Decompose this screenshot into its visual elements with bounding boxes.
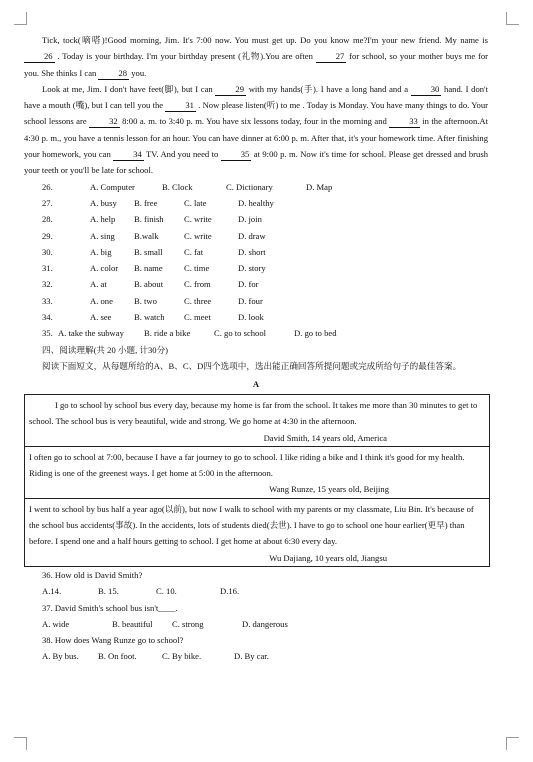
question-text: 38. How does Wang Runze go to school? xyxy=(42,635,184,646)
question-38 xyxy=(24,632,488,665)
option-d[interactable]: D. four xyxy=(238,295,263,306)
option-c[interactable]: C. Dictionary xyxy=(226,181,273,192)
option-a[interactable]: A. wide xyxy=(42,618,70,629)
option-b[interactable]: B. name xyxy=(134,263,163,274)
option-row-32 xyxy=(42,276,488,292)
answer-options xyxy=(42,616,488,632)
option-a[interactable]: A. color xyxy=(90,263,119,274)
option-c[interactable]: C. three xyxy=(184,295,212,306)
passage-text: you. xyxy=(129,67,147,78)
page-corner-mark xyxy=(14,12,27,25)
blank-30: 30 xyxy=(411,84,442,96)
option-b[interactable]: B. On foot. xyxy=(98,651,137,662)
blank-35: 35 xyxy=(221,149,252,161)
blank-33: 33 xyxy=(389,116,420,128)
passage-text: 8:00 a. m. to 3:40 p. m. You have six lessons today, four in the morning and xyxy=(119,116,390,127)
section-instruction: 阅读下面短文，从每题所给的A、B、C、D四个选项中，选出能正确回答所提问题或完成所给句子的最佳答案。 xyxy=(42,360,462,371)
option-c[interactable]: C. write xyxy=(184,214,212,225)
passage-label: A xyxy=(252,378,260,389)
cloze-passage xyxy=(24,32,488,179)
option-row-28 xyxy=(42,211,488,227)
passage-text: Look at me, Jim. I don't have feet(脚), but I can xyxy=(42,83,216,94)
question-number: 28. xyxy=(42,214,53,225)
answer-options xyxy=(42,583,488,599)
passage-text: . Today is your birthday. I'm your birthday present (礼物).You are often xyxy=(54,51,316,62)
option-a[interactable]: A. Computer xyxy=(90,181,135,192)
author-signature: Wang Runze, 15 years old, Beijing xyxy=(269,484,389,495)
reading-box-2 xyxy=(25,447,489,499)
option-a[interactable]: A. busy xyxy=(90,197,117,208)
option-c[interactable]: C. go to school xyxy=(214,328,267,339)
option-a[interactable]: A. help xyxy=(90,214,116,225)
option-d[interactable]: D. go to bed xyxy=(294,328,337,339)
question-number: 35. xyxy=(42,328,53,339)
option-b[interactable]: B. free xyxy=(134,197,158,208)
passage-text: hand. I don't have a mouth (嘴), but I can tell you the xyxy=(24,83,488,111)
option-d[interactable]: D. for xyxy=(238,279,259,290)
question-text: 36. How old is David Smith? xyxy=(42,569,143,580)
question-number: 32. xyxy=(42,279,53,290)
question-number: 29. xyxy=(42,230,53,241)
option-c[interactable]: C. from xyxy=(184,279,211,290)
section-heading: 四、阅读理解(共 20 小题, 计30分) xyxy=(42,344,169,355)
blank-32: 32 xyxy=(89,116,120,128)
question-36 xyxy=(24,567,488,600)
option-d[interactable]: D. short xyxy=(238,246,266,257)
reading-box-3 xyxy=(25,499,489,566)
option-c[interactable]: C. write xyxy=(184,230,212,241)
option-d[interactable]: D. healthy xyxy=(238,197,274,208)
question-37 xyxy=(24,600,488,633)
option-d[interactable]: D. By car. xyxy=(234,651,269,662)
option-a[interactable]: A. take the subway xyxy=(58,328,124,339)
option-a[interactable]: A. see xyxy=(90,312,112,323)
option-a[interactable]: A. By bus. xyxy=(42,651,79,662)
option-row-31 xyxy=(42,260,488,276)
page-corner-mark xyxy=(506,737,519,750)
author-signature: Wu Dajiang, 10 years old, Jiangsu xyxy=(269,552,387,563)
option-d[interactable]: D. join xyxy=(238,214,262,225)
option-b[interactable]: B.walk xyxy=(134,230,159,241)
exam-page xyxy=(24,32,488,665)
answer-options xyxy=(42,648,488,664)
option-d[interactable]: D.16. xyxy=(220,586,240,597)
blank-34: 34 xyxy=(113,149,144,161)
reading-box-1 xyxy=(25,395,489,447)
options-list xyxy=(24,179,488,342)
option-row-26 xyxy=(42,179,488,195)
option-d[interactable]: D. Map xyxy=(306,181,333,192)
question-number: 34. xyxy=(42,312,53,323)
passage-text: for school, so your mother buys me for you. She thinks I can xyxy=(24,51,488,78)
question-number: 27. xyxy=(42,197,53,208)
option-a[interactable]: A. at xyxy=(90,279,107,290)
passage-text: Tick, tock(嘀嗒)!Good morning, Jim. It's 7:00 now. You must get up. Do you know me?I'm your new friend. My name is xyxy=(42,35,488,45)
reading-text: I often go to school at 7:00, because I have a far journey to go to school. I like riding a bike and I think it's good for my health. Riding is one of the greenest ways. I get home at 5:00 in the afternoon. xyxy=(29,451,465,479)
option-a[interactable]: A.14. xyxy=(42,586,62,597)
blank-29: 29 xyxy=(215,84,246,96)
question-number: 30. xyxy=(42,246,53,257)
option-row-34 xyxy=(42,309,488,325)
question-number: 33. xyxy=(42,295,53,306)
option-b[interactable]: B. beautiful xyxy=(112,618,153,629)
option-row-35 xyxy=(42,325,488,341)
passage-text: with my hands(手). I have a long hand and a xyxy=(246,83,411,94)
page-corner-mark xyxy=(506,12,519,25)
question-number: 31. xyxy=(42,263,53,274)
option-row-27 xyxy=(42,195,488,211)
option-b[interactable]: B. Clock xyxy=(162,181,193,192)
option-b[interactable]: B. about xyxy=(134,279,164,290)
reading-text: I go to school by school bus every day, because my home is far from the school. It takes me more than 30 minutes to get to school. The school bus is very beautiful, wide and strong. We go home at 4:30 in the afternoon. xyxy=(29,399,478,427)
page-corner-mark xyxy=(14,737,27,750)
blank-27: 27 xyxy=(316,51,347,63)
option-b[interactable]: B. two xyxy=(134,295,157,306)
option-d[interactable]: D. draw xyxy=(238,230,266,241)
blank-31: 31 xyxy=(165,100,196,112)
passage-text: . Now please listen(听) to me . Today is Monday. You have many things to do. Your school lessons are xyxy=(24,100,489,127)
option-c[interactable]: C. By bike. xyxy=(162,651,202,662)
option-b[interactable]: B. small xyxy=(134,246,163,257)
passage-text: TV. And you need to xyxy=(143,149,221,160)
option-b[interactable]: B. 15. xyxy=(98,586,119,597)
option-c[interactable]: C. fat xyxy=(184,246,204,257)
option-b[interactable]: B. ride a bike xyxy=(144,328,191,339)
passage-text: in the afternoon.At 4:30 p. m., you have a tennis lesson for an hour. You can have dinner at 6:00 p. m. After that, it's your homework time. After finishing your homework, you can xyxy=(24,116,489,160)
passage-paragraph-2 xyxy=(24,81,488,179)
option-c[interactable]: C. meet xyxy=(184,312,211,323)
option-row-29 xyxy=(42,228,488,244)
author-signature: David Smith, 14 years old, America xyxy=(263,432,387,443)
option-d[interactable]: D. dangerous xyxy=(242,618,288,629)
question-text: 37. David Smith's school bus isn't____. xyxy=(42,602,178,613)
option-b[interactable]: B. finish xyxy=(134,214,164,225)
blank-26: 26 xyxy=(24,51,55,63)
question-number: 26. xyxy=(42,181,53,192)
option-row-30 xyxy=(42,244,488,260)
option-c[interactable]: C. strong xyxy=(172,618,204,629)
option-d[interactable]: D. look xyxy=(238,312,264,323)
option-a[interactable]: A. sing xyxy=(90,230,115,241)
option-b[interactable]: B. watch xyxy=(134,312,165,323)
option-c[interactable]: C. 10. xyxy=(156,586,177,597)
option-a[interactable]: A. big xyxy=(90,246,112,257)
option-a[interactable]: A. one xyxy=(90,295,113,306)
option-row-33 xyxy=(42,293,488,309)
option-c[interactable]: C. time xyxy=(184,263,210,274)
blank-28: 28 xyxy=(98,68,129,80)
option-c[interactable]: C. late xyxy=(184,197,207,208)
reading-text: I went to school by bus half a year ago(以前), but now I walk to school with my parents or my classmate, Liu Bin. It's because of the school bus accidents(事故). In the accidents, lots of students died(去世). I have to go to school one hour earlier(更早) than before. I spend one and a half hours getting to school. I get home at about 6:30 every day. xyxy=(29,503,474,547)
passage-paragraph-1 xyxy=(24,32,488,81)
reading-boxes xyxy=(24,394,490,567)
option-d[interactable]: D. story xyxy=(238,263,266,274)
passage-text: at 9:00 p. m. Now it's time for school. Please get dressed and brush your teeth or you'll be late for school. xyxy=(24,149,488,176)
